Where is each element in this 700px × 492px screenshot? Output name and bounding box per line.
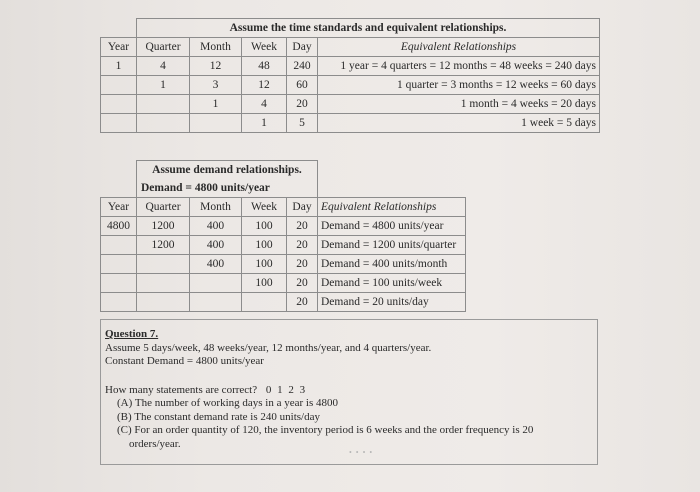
statement-text: The constant demand rate is 240 units/day (134, 410, 320, 423)
table-cell: 1 (190, 94, 242, 113)
header-month: Month (190, 197, 242, 216)
table-cell: Demand = 100 units/week (318, 273, 466, 292)
table-row (101, 254, 466, 273)
demand-title: Assume demand relationships. (137, 161, 318, 179)
table-cell: Demand = 400 units/month (318, 254, 466, 273)
question-box (100, 319, 598, 465)
table-cell (137, 292, 190, 311)
statement-label: (B) (117, 410, 132, 423)
table-cell (101, 113, 137, 132)
table-cell: 20 (287, 216, 318, 235)
table-cell: 1 (101, 56, 137, 75)
answer-choice-0[interactable]: 0 (265, 383, 272, 396)
table-row (101, 292, 466, 311)
table-cell: 1 year = 4 quarters = 12 months = 48 weeks = 240 days (318, 56, 600, 75)
table-cell: 1 month = 4 weeks = 20 days (318, 94, 600, 113)
time-standards-table (100, 18, 600, 133)
table-cell: 4 (242, 94, 287, 113)
table-cell: 240 (287, 56, 318, 75)
table-cell: Demand = 4800 units/year (318, 216, 466, 235)
demand-table (100, 160, 466, 312)
table-cell: 48 (242, 56, 287, 75)
table-cell: 5 (287, 113, 318, 132)
answer-choices (266, 384, 308, 396)
table-cell (101, 75, 137, 94)
header-year: Year (101, 197, 137, 216)
table-cell: 20 (287, 235, 318, 254)
table-row (101, 273, 466, 292)
header-quarter: Quarter (137, 197, 190, 216)
statement-text: For an order quantity of 120, the inventory period is 6 weeks and the order frequency is 20 (134, 424, 534, 436)
table-cell: 4 (137, 56, 190, 75)
table-cell: 1 week = 5 days (318, 113, 600, 132)
table-cell: 12 (242, 75, 287, 94)
table-cell: 100 (242, 235, 287, 254)
table-row (101, 235, 466, 254)
header-quarter: Quarter (137, 37, 190, 56)
question-prompt: How many statements are correct? (105, 383, 258, 396)
table-cell: 400 (190, 254, 242, 273)
question-assumptions: Assume 5 days/week, 48 weeks/year, 12 months/year, and 4 quarters/year. (105, 341, 432, 354)
table-cell: 400 (190, 235, 242, 254)
table-cell: 1 quarter = 3 months = 12 weeks = 60 days (318, 75, 600, 94)
table-cell (101, 254, 137, 273)
table-row (101, 113, 600, 132)
time-standards-title: Assume the time standards and equivalent relationships. (137, 19, 600, 38)
demand-header-row (101, 197, 466, 216)
statement-label: (A) (117, 397, 133, 409)
table-cell: 100 (242, 254, 287, 273)
header-month: Month (190, 37, 242, 56)
answer-choice-1[interactable]: 1 (277, 383, 283, 396)
table-cell: 100 (242, 273, 287, 292)
statement-a (105, 397, 593, 411)
question-title: Question 7. (105, 328, 159, 340)
table-cell: 20 (287, 254, 318, 273)
question-prompt-line (105, 384, 593, 398)
table-cell (242, 292, 287, 311)
header-day: Day (287, 197, 318, 216)
table-cell: 1200 (137, 216, 190, 235)
table-row (101, 56, 600, 75)
table-cell: 4800 (101, 216, 137, 235)
question-constant-demand: Constant Demand = 4800 units/year (105, 355, 264, 367)
answer-choice-2[interactable]: 2 (288, 383, 294, 396)
table-cell (101, 94, 137, 113)
header-week: Week (242, 197, 287, 216)
table-cell (101, 292, 137, 311)
table-cell: Demand = 1200 units/quarter (318, 235, 466, 254)
table-cell: 1 (242, 113, 287, 132)
header-day: Day (287, 37, 318, 56)
table-cell: 20 (287, 292, 318, 311)
time-standards-header-row (101, 37, 600, 56)
table-cell: 400 (190, 216, 242, 235)
table-cell: 12 (190, 56, 242, 75)
statement-text: The number of working days in a year is 4800 (134, 397, 338, 409)
table-cell (137, 273, 190, 292)
statement-b (105, 411, 593, 425)
table-row (101, 75, 600, 94)
table-cell: 3 (190, 75, 242, 94)
table-cell: 20 (287, 94, 318, 113)
table-cell: 1200 (137, 235, 190, 254)
table-cell (137, 254, 190, 273)
table-cell (137, 94, 190, 113)
table-cell: 60 (287, 75, 318, 94)
header-year: Year (101, 37, 137, 56)
table-cell (101, 235, 137, 254)
resize-dots-icon: • • • • (349, 447, 374, 457)
table-cell (190, 113, 242, 132)
statement-label: (C) (117, 424, 132, 436)
table-cell (101, 273, 137, 292)
table-cell: 100 (242, 216, 287, 235)
table-cell (137, 113, 190, 132)
header-equivalent-relationships: Equivalent Relationships (318, 37, 600, 56)
table-cell: 20 (287, 273, 318, 292)
table-cell (190, 292, 242, 311)
table-cell: 1 (137, 75, 190, 94)
answer-choice-3[interactable]: 3 (299, 383, 306, 396)
statement-text-continued: orders/year. (129, 437, 181, 450)
table-row (101, 216, 466, 235)
demand-subtitle: Demand = 4800 units/year (137, 179, 318, 198)
table-cell (190, 273, 242, 292)
header-week: Week (242, 37, 287, 56)
table-cell: Demand = 20 units/day (318, 292, 466, 311)
table-row (101, 94, 600, 113)
header-equivalent-relationships: Equivalent Relationships (318, 197, 466, 216)
